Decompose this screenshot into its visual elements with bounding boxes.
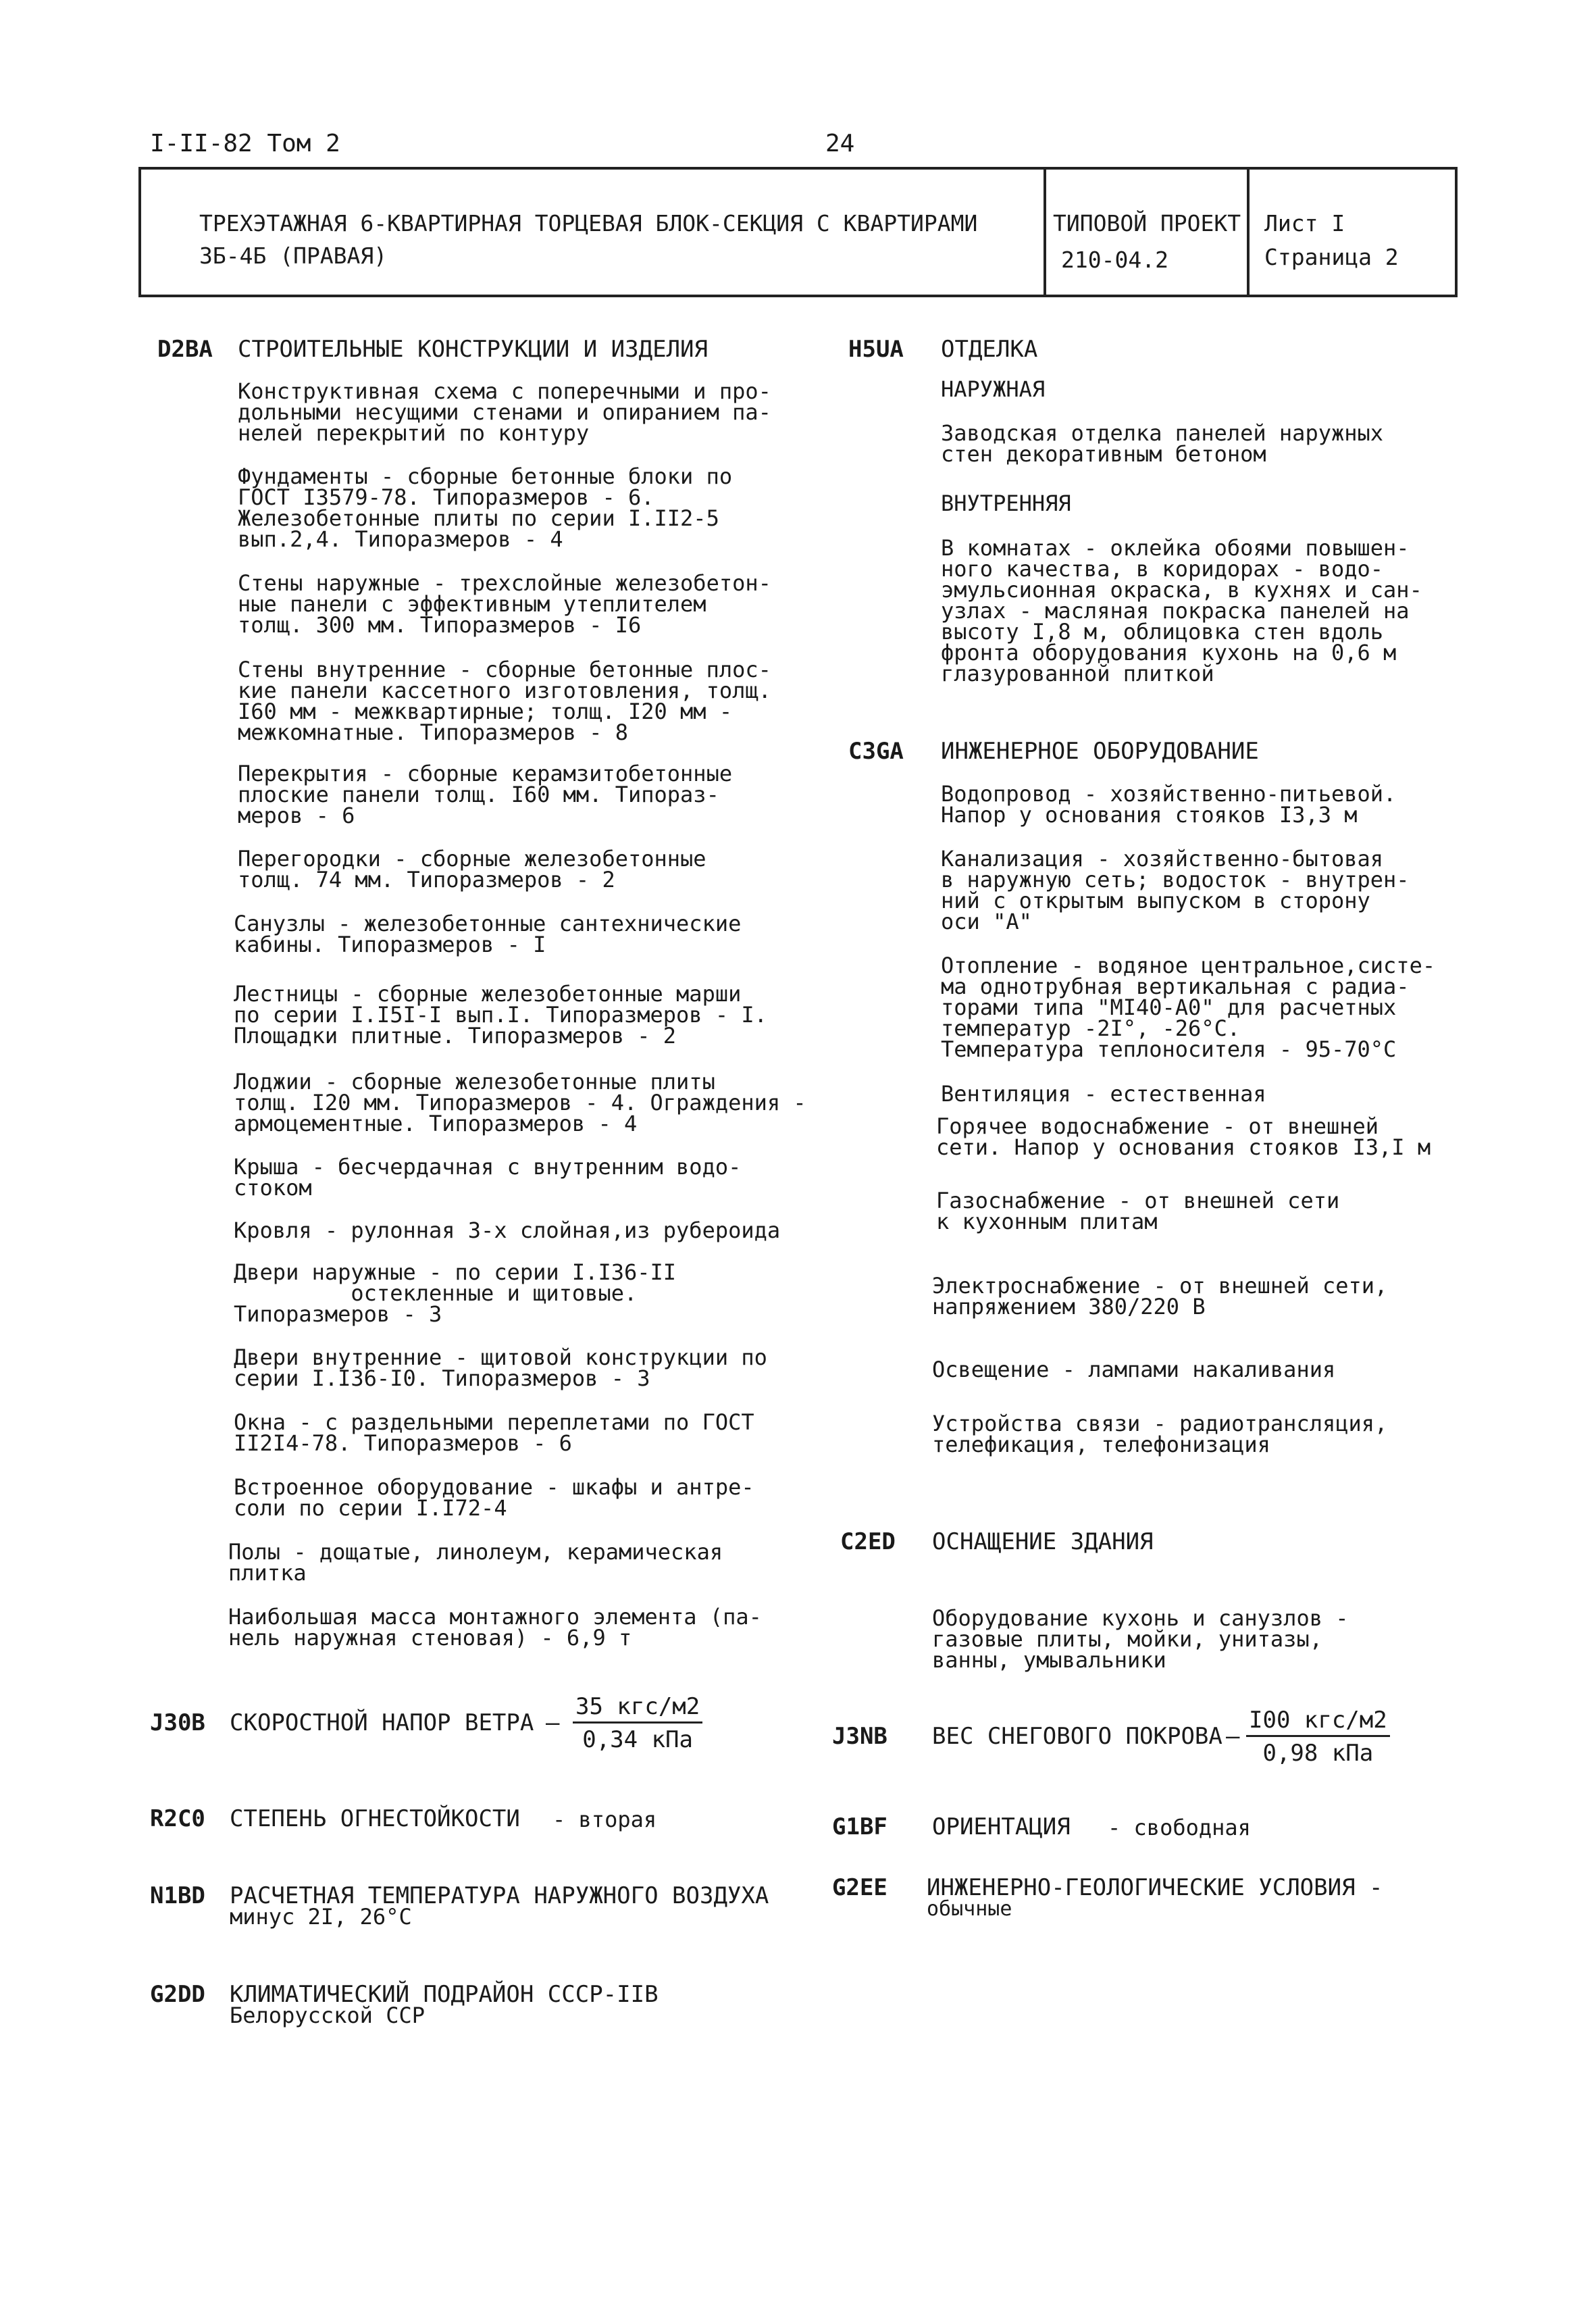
- climate-label: КЛИМАТИЧЕСКИЙ ПОДРАЙОН СССР-IIВ: [230, 1981, 659, 2008]
- equipment-text: Оборудование кухонь и санузлов - газовые плиты, мойки, унитазы, ванны, умывальники: [932, 1605, 1349, 1673]
- structural-paragraph: Санузлы - железобетонные сантехнические кабины. Типоразмеров - I: [234, 911, 742, 957]
- structural-paragraph: Перекрытия - сборные керамзитобетонные плоские панели толщ. I60 мм. Типораз- меров - 6: [238, 761, 733, 828]
- structural-paragraph: Фундаменты - сборные бетонные блоки по ГОСТ I3579-78. Типоразмеров - 6. Железобетонные плиты по серии I.II2-5 вып.2,4. Типоразмеров - 4: [238, 463, 733, 552]
- wind-value: [573, 1693, 702, 1753]
- wind-dash: –: [546, 1709, 560, 1736]
- title-line-2: 3Б-4Б (ПРАВАЯ): [199, 243, 388, 269]
- engineering-code: C3GA: [848, 738, 904, 765]
- outer-finish-label: НАРУЖНАЯ: [941, 376, 1046, 402]
- project-number: 210-04.2: [1061, 247, 1168, 273]
- fire-code: R2C0: [150, 1805, 205, 1832]
- finish-code: H5UA: [848, 336, 904, 363]
- project-cell: [1046, 170, 1250, 295]
- fire-value: - вторая: [552, 1807, 657, 1832]
- engineering-paragraph: Вентиляция - естественная: [941, 1081, 1266, 1107]
- engineering-paragraph: Отопление - водяное центральное,систе- ма однотрубная вертикальная с радиа- торами типа "MI40-A0" для расчетных температур -2I°, -26°C. Температура теплоносителя - 95-70°C: [941, 953, 1436, 1062]
- sheet-cell: [1250, 170, 1456, 295]
- engineering-paragraph: Электроснабжение - от внешней сети, напряжением 380/220 В: [932, 1273, 1388, 1319]
- wind-label: СКОРОСТНОЙ НАПОР ВЕТРА: [230, 1709, 534, 1736]
- title-block: [138, 167, 1458, 297]
- structural-paragraph: Кровля - рулонная 3-х слойная,из рубероида: [234, 1217, 781, 1243]
- section-code: D2BA: [157, 336, 213, 363]
- snow-code: J3NB: [832, 1723, 887, 1750]
- fire-label: СТЕПЕНЬ ОГНЕСТОЙКОСТИ: [230, 1805, 520, 1832]
- title-line-1: ТРЕХЭТАЖНАЯ 6-КВАРТИРНАЯ ТОРЦЕВАЯ БЛОК-СЕКЦИЯ С КВАРТИРАМИ: [199, 210, 978, 236]
- equipment-heading: ОСНАЩЕНИЕ ЗДАНИЯ: [932, 1528, 1154, 1555]
- structural-paragraph: Лестницы - сборные железобетонные марши по серии I.I5I-I вып.I. Типоразмеров - I. Площадки плитные. Типоразмеров - 2: [234, 981, 767, 1049]
- page-label: Страница 2: [1264, 244, 1399, 270]
- structural-paragraph: Стены внутренние - сборные бетонные плос- кие панели кассетного изготовления, толщ. I60 мм - межквартирные; толщ. I20 мм - межкомнатные. Типоразмеров - 8: [238, 657, 771, 745]
- equipment-code: C2ED: [840, 1528, 896, 1555]
- engineering-paragraph: Водопровод - хозяйственно-питьевой. Напор у основания стояков I3,3 м: [941, 781, 1397, 828]
- climate-code: G2DD: [150, 1981, 205, 2008]
- engineering-paragraph: Газоснабжение - от внешней сети к кухонным плитам: [936, 1188, 1340, 1234]
- finish-heading: ОТДЕЛКА: [941, 336, 1038, 363]
- section-heading: СТРОИТЕЛЬНЫЕ КОНСТРУКЦИИ И ИЗДЕЛИЯ: [238, 336, 708, 363]
- climate-value: Белорусской ССР: [230, 2003, 425, 2028]
- sheet-number: Лист I: [1264, 210, 1345, 236]
- temperature-code: N1BD: [150, 1882, 205, 1909]
- title-cell: [141, 170, 1046, 295]
- outer-finish-text: Заводская отделка панелей наружных стен декоративным бетоном: [941, 420, 1384, 467]
- orientation-value: - свободная: [1108, 1815, 1251, 1840]
- structural-paragraph: Стены наружные - трехслойные железобетон- ные панели с эффективным утеплителем толщ. 300 мм. Типоразмеров - I6: [238, 570, 771, 638]
- structural-paragraph: Окна - с раздельными переплетами по ГОСТ II2I4-78. Типоразмеров - 6: [234, 1409, 754, 1456]
- snow-label: ВЕС СНЕГОВОГО ПОКРОВА: [932, 1723, 1222, 1750]
- wind-value-kpa: 0,34 кПа: [582, 1726, 693, 1753]
- snow-dash: –: [1226, 1723, 1240, 1750]
- structural-paragraph: Двери внутренние - щитовой конструкции по серии I.I36-I0. Типоразмеров - 3: [234, 1344, 767, 1391]
- temperature-value: минус 2I, 26°C: [230, 1904, 412, 1930]
- orientation-label: ОРИЕНТАЦИЯ: [932, 1813, 1071, 1840]
- snow-value-kgs: I00 кгс/м2: [1246, 1707, 1390, 1737]
- page-number: 24: [825, 130, 855, 157]
- structural-paragraph: Полы - дощатые, линолеум, керамическая плитка: [228, 1539, 723, 1586]
- orientation-code: G1BF: [832, 1813, 887, 1840]
- structural-paragraph: Двери наружные - по серии I.I36-II остекленные и щитовые. Типоразмеров - 3: [234, 1259, 677, 1327]
- geology-value: обычные: [927, 1897, 1012, 1921]
- geology-label: ИНЖЕНЕРНО-ГЕОЛОГИЧЕСКИЕ УСЛОВИЯ -: [927, 1874, 1383, 1901]
- structural-paragraph: Конструктивная схема с поперечными и про- дольными несущими стенами и опиранием па- нелей перекрытий по контуру: [238, 378, 771, 446]
- temperature-label: РАСЧЕТНАЯ ТЕМПЕРАТУРА НАРУЖНОГО ВОЗДУХА: [230, 1882, 769, 1909]
- engineering-paragraph: Горячее водоснабжение - от внешней сети. Напор у основания стояков I3,I м: [936, 1113, 1431, 1160]
- engineering-heading: ИНЖЕНЕРНОЕ ОБОРУДОВАНИЕ: [941, 738, 1259, 765]
- document-reference: I-II-82 Том 2: [150, 130, 340, 157]
- structural-paragraph: Лоджии - сборные железобетонные плиты толщ. I20 мм. Типоразмеров - 4. Ограждения - армоцементные. Типоразмеров - 4: [234, 1069, 806, 1136]
- engineering-paragraph: Устройства связи - радиотрансляция, телефикация, телефонизация: [932, 1411, 1388, 1457]
- wind-code: J30B: [150, 1709, 205, 1736]
- engineering-paragraph: Канализация - хозяйственно-бытовая в наружную сеть; водосток - внутрен- ний с открытым выпуском в сторону оси "А": [941, 846, 1410, 934]
- inner-finish-text: В комнатах - оклейка обоями повышен- ного качества, в коридорах - водо- эмульсионная окраска, в кухнях и сан- узлах - масляная покраска панелей на высоту I,8 м, облицовка стен вдоль фронта оборудования кухонь на 0,6 м глазурованной плиткой: [941, 535, 1422, 686]
- snow-value-kpa: 0,98 кПа: [1262, 1740, 1374, 1767]
- engineering-paragraph: Освещение - лампами накаливания: [932, 1357, 1336, 1382]
- structural-paragraph: Наибольшая масса монтажного элемента (па- нель наружная стеновая) - 6,9 т: [228, 1604, 762, 1651]
- wind-value-kgs: 35 кгс/м2: [573, 1693, 702, 1724]
- structural-paragraph: Перегородки - сборные железобетонные толщ. 74 мм. Типоразмеров - 2: [238, 846, 706, 892]
- geology-code: G2EE: [832, 1874, 887, 1901]
- structural-paragraph: Крыша - бесчердачная с внутренним водо- стоком: [234, 1154, 742, 1201]
- snow-value: [1246, 1707, 1390, 1767]
- project-label: ТИПОВОЙ ПРОЕКТ: [1053, 210, 1241, 236]
- inner-finish-label: ВНУТРЕННЯЯ: [941, 491, 1071, 516]
- structural-paragraph: Встроенное оборудование - шкафы и антре- соли по серии I.I72-4: [234, 1474, 754, 1521]
